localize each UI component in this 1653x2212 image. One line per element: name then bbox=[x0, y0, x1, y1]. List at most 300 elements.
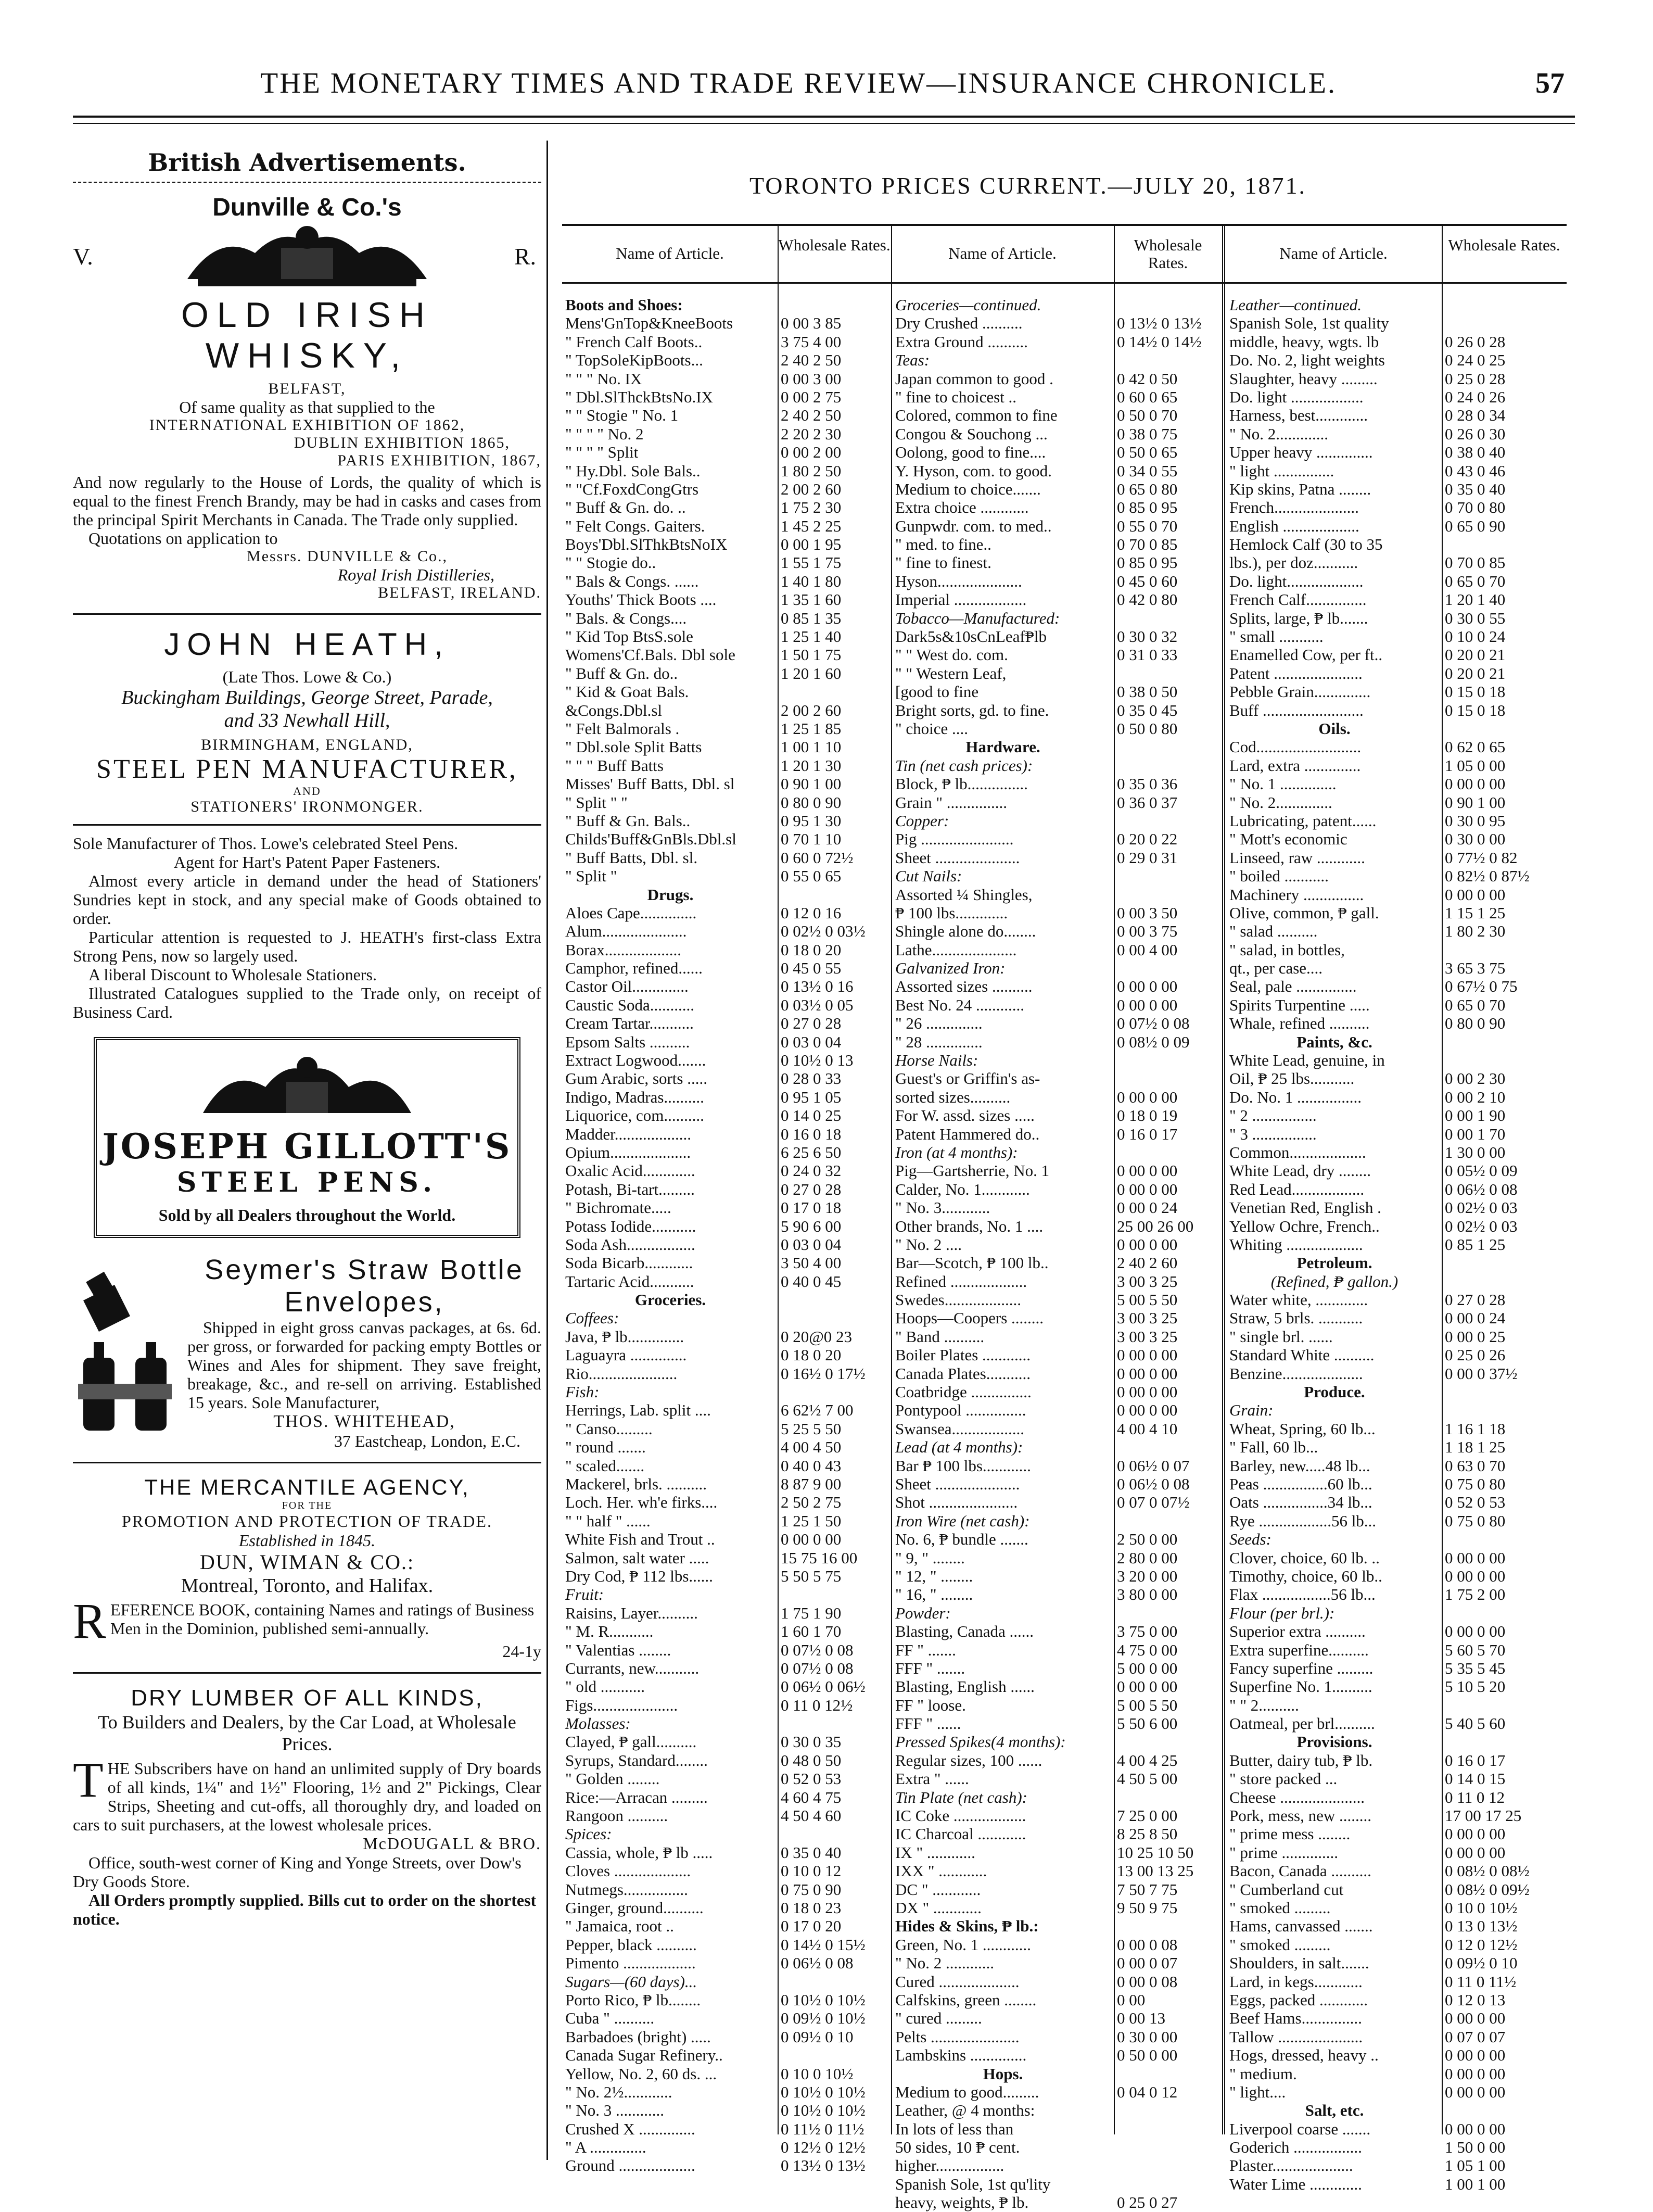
article-name: FF " loose. bbox=[895, 1696, 966, 1714]
lumber-title: DRY LUMBER OF ALL KINDS, bbox=[131, 1685, 484, 1711]
heath-para-3: Particular attention is requested to J. HEATH's first-class Extra Strong Pens, now so largely used. bbox=[73, 928, 541, 965]
article-name: Whale, refined .......... bbox=[1229, 1014, 1370, 1033]
price-row bbox=[565, 296, 888, 314]
article-name: Water Lime ............. bbox=[1229, 2175, 1362, 2193]
wholesale-rate: 0 14½ 0 14½ bbox=[1117, 332, 1202, 351]
wholesale-rate: 0 00 0 07 bbox=[1117, 1954, 1178, 1973]
price-row bbox=[895, 480, 1218, 498]
wholesale-rate: 1 25 1 40 bbox=[781, 627, 842, 646]
wholesale-rate: 0 17 0 20 bbox=[781, 1917, 842, 1936]
wholesale-rate: 0 45 0 55 bbox=[781, 959, 842, 978]
article-name: Laguayra .............. bbox=[565, 1346, 687, 1364]
belfast-label: BELFAST, bbox=[268, 380, 346, 397]
price-row bbox=[1229, 553, 1565, 572]
wholesale-rate: 4 50 4 60 bbox=[781, 1806, 842, 1825]
price-row bbox=[565, 1438, 888, 1456]
mercantile-code: 24-1y bbox=[502, 1642, 541, 1661]
article-name: Butter, dairy tub, ₱ lb. bbox=[1229, 1751, 1373, 1769]
article-name: " smoked ......... bbox=[1229, 1935, 1331, 1954]
article-name: Soda Ash................. bbox=[565, 1235, 695, 1254]
price-row bbox=[1229, 904, 1565, 922]
article-name: Loch. Her. wh'e firks.... bbox=[565, 1493, 718, 1512]
article-name: Salt, etc. bbox=[1305, 2101, 1364, 2120]
price-row bbox=[565, 664, 888, 682]
section-title: British Advertisements. bbox=[148, 148, 466, 176]
price-row bbox=[895, 609, 1218, 627]
price-row bbox=[565, 1254, 888, 1272]
wholesale-rate: 0 09½ 0 10 bbox=[781, 2027, 854, 2046]
table-header-rule bbox=[562, 282, 1567, 284]
price-row bbox=[1229, 627, 1565, 646]
wholesale-rate: 0 95 1 05 bbox=[781, 1088, 842, 1106]
article-name: " TopSoleKipBoots... bbox=[565, 351, 703, 370]
wholesale-rate: 0 24 0 25 bbox=[1445, 351, 1506, 370]
page-number: 57 bbox=[1535, 67, 1565, 99]
wholesale-rate: 0 20 0 21 bbox=[1445, 664, 1506, 682]
wholesale-rate: 0 70 0 80 bbox=[1445, 498, 1506, 517]
article-name: " 12, " ........ bbox=[895, 1566, 973, 1585]
price-row bbox=[1229, 462, 1565, 480]
price-row bbox=[565, 2120, 888, 2138]
mercantile-cities: Montreal, Toronto, and Halifax. bbox=[181, 1575, 434, 1597]
wholesale-rate: 0 00 0 00 bbox=[1445, 1566, 1506, 1585]
price-row bbox=[895, 1051, 1218, 1069]
price-row bbox=[565, 1475, 888, 1493]
article-name: Ginger, ground.......... bbox=[565, 1898, 704, 1917]
mercantile-title: THE MERCANTILE AGENCY, bbox=[144, 1475, 470, 1499]
article-name: Bar ₱ 100 lbs............ bbox=[895, 1456, 1031, 1475]
heath-para-1: Sole Manufacturer of Thos. Lowe's celebrated Steel Pens. bbox=[73, 834, 459, 853]
exhibition-1867: PARIS EXHIBITION, 1867, bbox=[337, 452, 541, 469]
wholesale-rate: 0 80 0 90 bbox=[1445, 1014, 1506, 1033]
article-name: " choice .... bbox=[895, 719, 969, 738]
article-name: Youths' Thick Boots .... bbox=[565, 590, 717, 609]
lumber-office: Office, south-west corner of King and Yonge Streets, over Dow's Dry Goods Store. bbox=[73, 1853, 522, 1891]
article-name: Sheet ..................... bbox=[895, 848, 1020, 867]
price-row bbox=[895, 1033, 1218, 1051]
article-name: Block, ₱ lb............... bbox=[895, 775, 1028, 793]
price-row bbox=[565, 1272, 888, 1291]
price-row bbox=[895, 1585, 1218, 1603]
article-name: Wheat, Spring, 60 lb... bbox=[1229, 1419, 1376, 1438]
article-name: Blasting, English ...... bbox=[895, 1677, 1035, 1696]
wholesale-rate: 0 20@0 23 bbox=[781, 1327, 853, 1346]
gillott-product: STEEL PENS. bbox=[176, 1167, 438, 1198]
price-row bbox=[895, 1088, 1218, 1106]
price-row bbox=[1229, 2120, 1565, 2138]
price-row bbox=[895, 1696, 1218, 1714]
price-row bbox=[1229, 1217, 1565, 1235]
article-name: sorted sizes.......... bbox=[895, 1088, 1011, 1106]
article-name: Rice:—Arracan ......... bbox=[565, 1788, 708, 1806]
article-name: Boys'Dbl.SlThkBtsNoIX bbox=[565, 535, 728, 554]
price-row bbox=[1229, 719, 1565, 738]
wholesale-rate: 0 00 3 75 bbox=[1117, 922, 1178, 941]
article-name: Fish: bbox=[565, 1383, 600, 1401]
wholesale-rate: 0 12 0 12½ bbox=[1445, 1935, 1518, 1954]
dunville-body: And now regularly to the House of Lords, the quality of which is equal to the finest French Brandy, may be had in casks and cases from the principal Spirit Merchants in Canada. The Trade only supplied. bbox=[73, 473, 541, 529]
price-row bbox=[565, 1512, 888, 1530]
price-row bbox=[1229, 1438, 1565, 1456]
article-name: Iron Wire (net cash): bbox=[895, 1511, 1030, 1530]
article-name: " scaled....... bbox=[565, 1456, 645, 1475]
dunville-ad bbox=[73, 193, 541, 602]
r-letter: R. bbox=[514, 243, 536, 270]
article-name: middle, heavy, wgts. lb bbox=[1229, 332, 1379, 351]
article-name: " Buff Batts, Dbl. sl. bbox=[565, 848, 698, 867]
wholesale-rate: 0 03½ 0 05 bbox=[781, 995, 854, 1014]
article-name: Madder................... bbox=[565, 1124, 691, 1143]
price-row bbox=[1229, 1751, 1565, 1769]
article-name: Hardware. bbox=[965, 738, 1040, 756]
price-row bbox=[1229, 775, 1565, 793]
price-row bbox=[895, 2065, 1218, 2083]
wholesale-rate: 0 00 0 00 bbox=[1117, 1235, 1178, 1254]
wholesale-rate: 0 36 0 37 bbox=[1117, 793, 1178, 812]
price-row bbox=[565, 1714, 888, 1733]
article-name: Soda Bicarb............ bbox=[565, 1254, 693, 1272]
wholesale-rate: 0 30 0 00 bbox=[1445, 830, 1506, 849]
price-row bbox=[565, 2156, 888, 2175]
wholesale-rate: 0 07 0 07 bbox=[1445, 2027, 1506, 2046]
price-row bbox=[565, 1493, 888, 1511]
heath-para-4: A liberal Discount to Wholesale Stationers. bbox=[88, 965, 377, 984]
wholesale-rate: 0 95 1 30 bbox=[781, 811, 842, 830]
article-name: Rio...................... bbox=[565, 1364, 678, 1383]
price-row bbox=[895, 812, 1218, 830]
price-row bbox=[895, 2138, 1218, 2156]
article-name: Porto Rico, ₱ lb........ bbox=[565, 1990, 701, 2009]
article-name: Ground ................... bbox=[565, 2156, 695, 2175]
wholesale-rate: 4 60 4 75 bbox=[781, 1788, 842, 1806]
dropcap-t: T bbox=[73, 1752, 104, 1807]
wholesale-rate: 0 13½ 0 16 bbox=[781, 977, 854, 996]
wholesale-rate: 1 80 2 30 bbox=[1445, 922, 1506, 941]
article-name: Bar—Scotch, ₱ 100 lb.. bbox=[895, 1254, 1049, 1272]
wholesale-rate: 0 18 0 20 bbox=[781, 1346, 842, 1364]
article-name: " No. 3 ............ bbox=[565, 2101, 665, 2120]
article-name: Swedes................... bbox=[895, 1291, 1021, 1309]
article-name: " M. R........... bbox=[565, 1622, 654, 1641]
wholesale-rate: 0 27 0 28 bbox=[781, 1180, 842, 1198]
wholesale-rate: 0 00 0 00 bbox=[1445, 2082, 1506, 2101]
price-row bbox=[895, 1125, 1218, 1143]
wholesale-rate: 0 00 0 00 bbox=[1117, 1180, 1178, 1198]
price-row bbox=[565, 1825, 888, 1843]
article-name: Benzine.................... bbox=[1229, 1364, 1363, 1383]
wholesale-rate: 1 00 1 00 bbox=[1445, 2175, 1506, 2193]
article-name: Linseed, raw ............ bbox=[1229, 848, 1365, 867]
price-row bbox=[565, 719, 888, 738]
price-row bbox=[565, 1604, 888, 1622]
dunville-name: Dunville & Co.'s bbox=[212, 194, 402, 221]
wholesale-rate: 0 10½ 0 10½ bbox=[781, 2082, 866, 2101]
price-row bbox=[565, 370, 888, 388]
article-name: Fancy superfine ......... bbox=[1229, 1659, 1374, 1677]
article-name: Canada Sugar Refinery.. bbox=[565, 2046, 723, 2065]
price-row bbox=[895, 922, 1218, 940]
price-row bbox=[1229, 2083, 1565, 2101]
article-name: " Band .......... bbox=[895, 1327, 985, 1346]
article-name: Rye ..................56 lb... bbox=[1229, 1511, 1377, 1530]
price-row bbox=[565, 1733, 888, 1751]
wholesale-rate: 0 24 0 26 bbox=[1445, 387, 1506, 406]
wholesale-rate: 0 26 0 28 bbox=[1445, 332, 1506, 351]
article-name: " smoked ......... bbox=[1229, 1898, 1331, 1917]
wholesale-rate: 0 07½ 0 08 bbox=[1117, 1014, 1190, 1033]
article-name: Pig ....................... bbox=[895, 830, 1014, 849]
price-row bbox=[565, 1567, 888, 1585]
price-row bbox=[565, 1677, 888, 1696]
price-row bbox=[1229, 1677, 1565, 1696]
price-row bbox=[565, 1788, 888, 1806]
price-row bbox=[895, 1659, 1218, 1677]
wholesale-rate: 0 00 0 00 bbox=[1117, 1088, 1178, 1106]
price-row bbox=[565, 904, 888, 922]
seymer-title-1: Seymer's Straw Bottle bbox=[205, 1254, 524, 1285]
price-row bbox=[565, 1769, 888, 1788]
article-name: Caustic Soda........... bbox=[565, 995, 694, 1014]
dropcap-r: R bbox=[73, 1593, 107, 1649]
article-name: Bacon, Canada .......... bbox=[1229, 1862, 1371, 1880]
article-name: Alum..................... bbox=[565, 922, 687, 941]
price-row bbox=[895, 996, 1218, 1014]
article-name: " 9, " ........ bbox=[895, 1548, 965, 1567]
article-name: Oils. bbox=[1318, 719, 1351, 738]
article-name: " single brl. ...... bbox=[1229, 1327, 1333, 1346]
article-name: DX " ............ bbox=[895, 1898, 982, 1917]
wholesale-rate: 0 16 0 17 bbox=[1445, 1751, 1506, 1769]
price-row bbox=[565, 590, 888, 609]
wholesale-rate: 0 63 0 70 bbox=[1445, 1456, 1506, 1475]
price-row bbox=[565, 1069, 888, 1088]
article-name: " No. 2½............ bbox=[565, 2082, 672, 2101]
wholesale-rate: 2 40 2 50 bbox=[781, 351, 842, 370]
price-row bbox=[895, 1180, 1218, 1198]
article-name: " boiled ........... bbox=[1229, 867, 1329, 886]
wholesale-rate: 0 30 0 95 bbox=[1445, 811, 1506, 830]
wholesale-rate: 1 00 1 10 bbox=[781, 738, 842, 756]
price-row bbox=[565, 1585, 888, 1603]
wholesale-rate: 0 08½ 0 09½ bbox=[1445, 1880, 1530, 1899]
wholesale-rate: 0 38 0 50 bbox=[1117, 682, 1178, 701]
wholesale-rate: 13 00 13 25 bbox=[1117, 1862, 1194, 1880]
article-name: Imperial .................. bbox=[895, 590, 1027, 609]
price-row bbox=[565, 425, 888, 443]
article-name: " 3 ................ bbox=[1229, 1124, 1317, 1143]
article-name: Spanish Sole, 1st qu'lity bbox=[895, 2175, 1051, 2193]
article-name: Cloves ................... bbox=[565, 1862, 691, 1880]
article-name: Extra choice ............ bbox=[895, 498, 1029, 517]
article-name: Hoops—Coopers ........ bbox=[895, 1309, 1044, 1328]
wholesale-rate: 0 13½ 0 13½ bbox=[1117, 314, 1202, 333]
article-name: Hides & Skins, ₱ lb.: bbox=[895, 1917, 1039, 1936]
price-row bbox=[1229, 812, 1565, 830]
price-row bbox=[895, 406, 1218, 424]
article-name: Fruit: bbox=[565, 1585, 604, 1604]
price-row bbox=[1229, 1843, 1565, 1862]
wholesale-rate: 5 60 5 70 bbox=[1445, 1640, 1506, 1659]
price-row bbox=[1229, 1973, 1565, 1991]
price-row bbox=[565, 1198, 888, 1217]
article-name: Rangoon .......... bbox=[565, 1806, 668, 1825]
article-name: Tin (net cash prices): bbox=[895, 756, 1033, 775]
article-name: Spirits Turpentine ..... bbox=[1229, 995, 1370, 1014]
lumber-ad bbox=[73, 1685, 541, 1928]
article-name: Raisins, Layer.......... bbox=[565, 1603, 698, 1622]
article-name: higher................. bbox=[895, 2156, 1004, 2175]
price-row bbox=[895, 443, 1218, 461]
wholesale-rate: 0 45 0 60 bbox=[1117, 572, 1178, 590]
price-row bbox=[1229, 682, 1565, 701]
price-row bbox=[565, 1143, 888, 1161]
article-name: " "Cf.FoxdCongGtrs bbox=[565, 479, 699, 498]
article-name: Beef Hams............... bbox=[1229, 2009, 1362, 2028]
article-name: Do. light................... bbox=[1229, 572, 1364, 590]
price-row bbox=[895, 1217, 1218, 1235]
wholesale-rate: 0 30 0 55 bbox=[1445, 609, 1506, 627]
wholesale-rate: 1 45 2 25 bbox=[781, 516, 842, 535]
price-row bbox=[1229, 1401, 1565, 1419]
price-row bbox=[565, 1383, 888, 1401]
price-row bbox=[895, 977, 1218, 995]
price-row bbox=[895, 1991, 1218, 2009]
article-name: Olive, common, ₱ gall. bbox=[1229, 903, 1379, 922]
article-name: Pontypool ............... bbox=[895, 1401, 1026, 1420]
wholesale-rate: 3 65 3 75 bbox=[1445, 959, 1506, 978]
wholesale-rate: 3 00 3 25 bbox=[1117, 1272, 1178, 1291]
price-row bbox=[895, 793, 1218, 812]
wholesale-rate: 8 87 9 00 bbox=[781, 1475, 842, 1493]
wholesale-rate: 0 06½ 0 08 bbox=[1117, 1475, 1190, 1493]
article-name: &Congs.Dbl.sl bbox=[565, 701, 663, 719]
wholesale-rate: 4 00 4 25 bbox=[1117, 1751, 1178, 1769]
article-name: Eggs, packed ............ bbox=[1229, 1990, 1368, 2009]
article-name: Y. Hyson, com. to good. bbox=[895, 461, 1052, 480]
wholesale-rate: 0 05½ 0 09 bbox=[1445, 1161, 1518, 1180]
bottle-icon bbox=[73, 1254, 182, 1441]
price-row bbox=[1229, 609, 1565, 627]
price-row bbox=[895, 2009, 1218, 2027]
price-row bbox=[565, 682, 888, 701]
lumber-body bbox=[73, 1752, 541, 1834]
article-name: Patent Hammered do.. bbox=[895, 1124, 1040, 1143]
wholesale-rate: 1 40 1 80 bbox=[781, 572, 842, 590]
price-row bbox=[895, 553, 1218, 572]
wholesale-rate: 7 25 0 00 bbox=[1117, 1806, 1178, 1825]
seymer-body: Shipped in eight gross canvas packages, at 6s. 6d. per gross, or forwarded for packing empty Bottles or Wines and Ales for shipment. They save freight, breakage, &c., and re-sell on arriving. Established 15 years. Sole Manufacturer, bbox=[187, 1318, 541, 1412]
article-name: Teas: bbox=[895, 351, 930, 370]
mercantile-for: FOR THE bbox=[282, 1500, 333, 1511]
article-name: Grain " ............... bbox=[895, 793, 1007, 812]
article-name: Childs'Buff&GnBls.Dbl.sl bbox=[565, 830, 736, 849]
exhibition-1865: DUBLIN EXHIBITION 1865, bbox=[294, 434, 510, 451]
price-row bbox=[565, 406, 888, 424]
price-row bbox=[565, 517, 888, 535]
wholesale-rate: 0 00 13 bbox=[1117, 2009, 1165, 2028]
wholesale-rate: 0 00 0 24 bbox=[1117, 1198, 1178, 1217]
wholesale-rate: 0 30 0 35 bbox=[781, 1733, 842, 1751]
wholesale-rate: 0 02½ 0 03 bbox=[1445, 1217, 1518, 1235]
wholesale-rate: 0 75 0 80 bbox=[1445, 1475, 1506, 1493]
royal-arms-row bbox=[73, 222, 541, 295]
article-name: Do. No. 1 ................ bbox=[1229, 1088, 1362, 1106]
wholesale-rate: 0 00 0 00 bbox=[781, 1530, 842, 1549]
wholesale-rate: 1 16 1 18 bbox=[1445, 1419, 1506, 1438]
article-name: Flour (per brl.): bbox=[1229, 1603, 1335, 1622]
wholesale-rate: 0 85 1 35 bbox=[781, 609, 842, 627]
price-row bbox=[895, 959, 1218, 977]
article-name: Gum Arabic, sorts ..... bbox=[565, 1069, 707, 1088]
price-row bbox=[565, 1346, 888, 1364]
wholesale-rate: 0 07½ 0 08 bbox=[781, 1659, 854, 1677]
article-name: Drugs. bbox=[647, 885, 694, 904]
price-row bbox=[895, 1420, 1218, 1438]
price-column-3 bbox=[1229, 296, 1565, 2193]
article-name: In lots of less than bbox=[895, 2119, 1014, 2138]
wholesale-rate: 3 50 4 00 bbox=[781, 1254, 842, 1272]
price-row bbox=[1229, 1825, 1565, 1843]
article-name: DC " ............ bbox=[895, 1880, 981, 1899]
article-name: " No. 3............ bbox=[895, 1198, 990, 1217]
wholesale-rate: 0 00 2 10 bbox=[1445, 1088, 1506, 1106]
wholesale-rate: 0 00 0 37½ bbox=[1445, 1364, 1518, 1383]
price-row bbox=[895, 1328, 1218, 1346]
wholesale-rate: 0 08½ 0 09 bbox=[1117, 1032, 1190, 1051]
wholesale-rate: 0 00 2 30 bbox=[1445, 1069, 1506, 1088]
price-row bbox=[565, 1549, 888, 1567]
wholesale-rate: 0 20 0 22 bbox=[1117, 830, 1178, 849]
price-row bbox=[1229, 1069, 1565, 1088]
price-row bbox=[895, 1143, 1218, 1161]
wholesale-rate: 0 27 0 28 bbox=[1445, 1291, 1506, 1309]
price-row bbox=[565, 1106, 888, 1124]
article-name: " " " No. IX bbox=[565, 369, 642, 388]
wholesale-rate: 5 50 5 75 bbox=[781, 1566, 842, 1585]
wholesale-rate: 5 50 6 00 bbox=[1117, 1714, 1178, 1733]
price-row bbox=[565, 2009, 888, 2027]
article-name: Figs..................... bbox=[565, 1696, 678, 1714]
article-name: " fine to finest. bbox=[895, 553, 991, 572]
article-name: Common................... bbox=[1229, 1143, 1366, 1161]
price-row bbox=[895, 2028, 1218, 2046]
price-row bbox=[895, 664, 1218, 682]
article-name: Oolong, good to fine.... bbox=[895, 443, 1046, 462]
article-name: " Buff & Gn. do. .. bbox=[565, 498, 686, 517]
wholesale-rate: 0 00 0 00 bbox=[1445, 2064, 1506, 2083]
price-row bbox=[565, 627, 888, 646]
price-row bbox=[895, 1899, 1218, 1917]
price-row bbox=[565, 941, 888, 959]
wholesale-rate: 0 00 0 00 bbox=[1445, 2009, 1506, 2028]
article-name: Calder, No. 1............ bbox=[895, 1180, 1030, 1198]
wholesale-rate: 0 85 1 25 bbox=[1445, 1235, 1506, 1254]
seymer-address: 37 Eastcheap, London, E.C. bbox=[334, 1432, 520, 1450]
wholesale-rate: 0 25 0 26 bbox=[1445, 1346, 1506, 1364]
price-row bbox=[565, 701, 888, 719]
wholesale-rate: 2 50 0 00 bbox=[1117, 1530, 1178, 1549]
price-row bbox=[565, 1457, 888, 1475]
price-row bbox=[895, 1383, 1218, 1401]
price-row bbox=[565, 756, 888, 775]
price-row bbox=[895, 1235, 1218, 1254]
article-name: Lard, in kegs............ bbox=[1229, 1972, 1363, 1991]
wholesale-rate: 0 50 0 65 bbox=[1117, 443, 1178, 462]
article-name: FFF " ...... bbox=[895, 1714, 961, 1733]
price-row bbox=[895, 2156, 1218, 2175]
wholesale-rate: 0 16½ 0 17½ bbox=[781, 1364, 866, 1383]
heath-city: BIRMINGHAM, ENGLAND, bbox=[201, 736, 413, 753]
